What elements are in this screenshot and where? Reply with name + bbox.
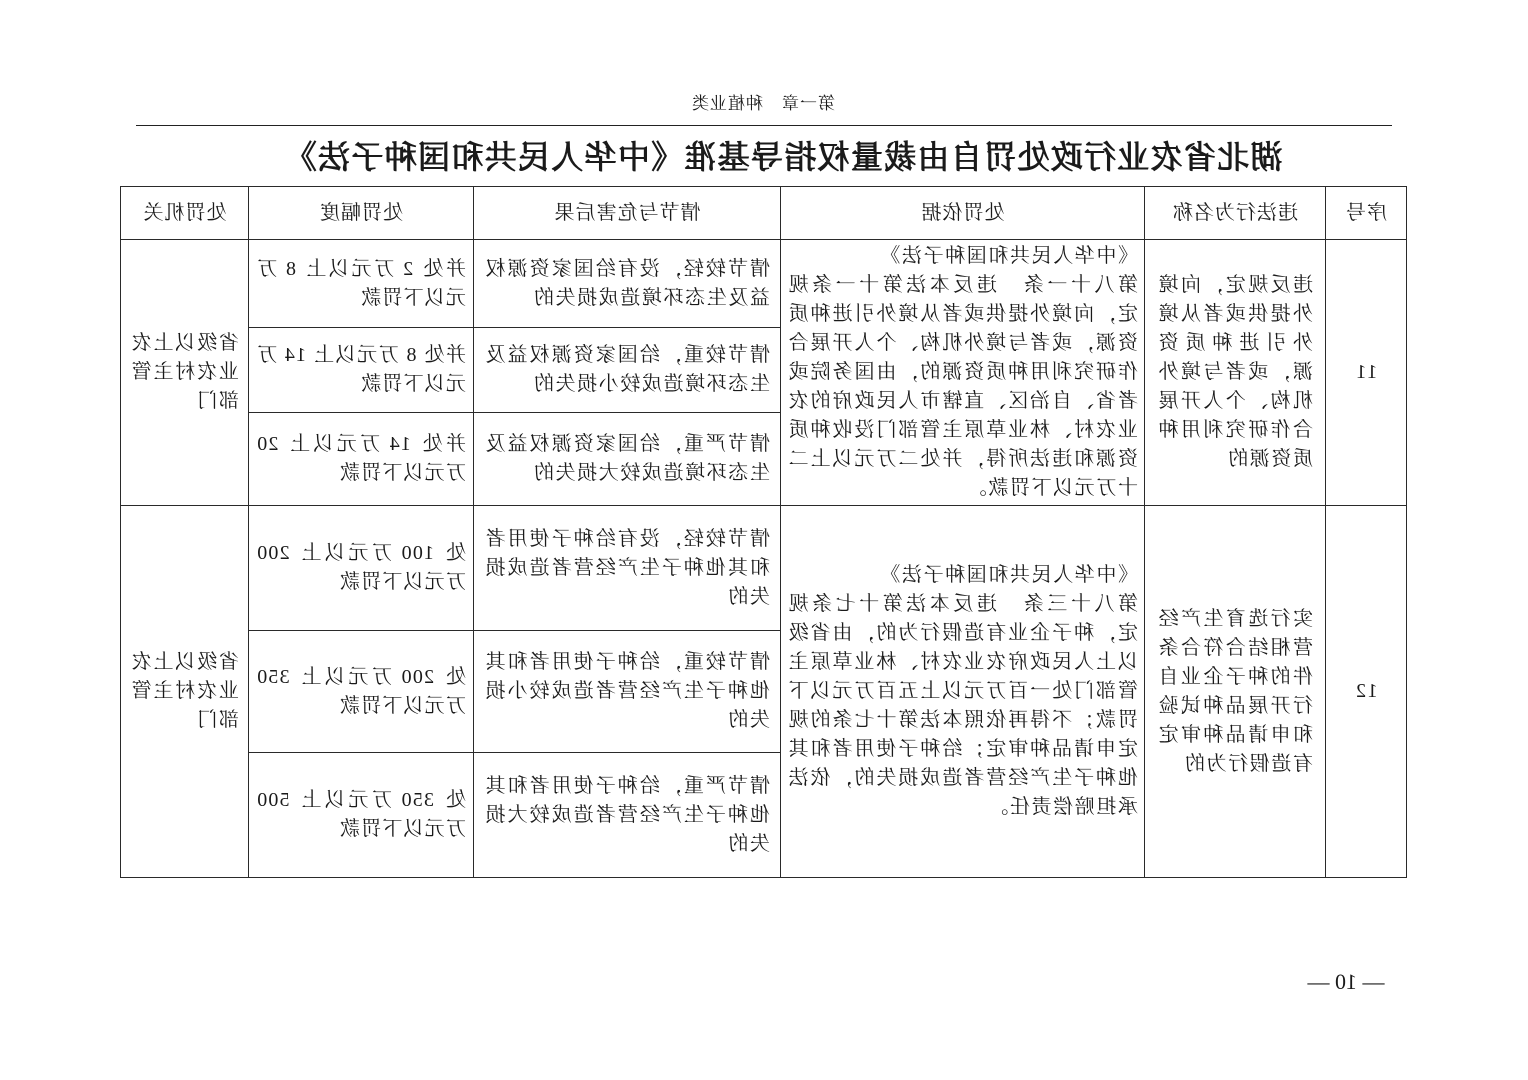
basis-article-text: 第八十一条 违反本法第十一条规定，向境外提供或者从境外引进种质资源，或者与境外机构、个人开展合作研究利用种质资源的，由国务院或者省、自治区、直辖市人民政府的农业农村、林业草原主管部门没收种质资源和违法所得，并处二万元以上二十万元以下罚款。 — [787, 274, 1138, 499]
header-rule — [136, 125, 1392, 126]
basis-cell — [781, 506, 1145, 878]
page-number: — 10 — — [1307, 969, 1385, 994]
column-header-violation: 违法行为名称 — [1145, 187, 1326, 240]
table-header-row — [121, 187, 1407, 240]
row-number-cell: 11 — [1326, 240, 1407, 506]
circumstance-cell: 情节较轻，没有给国家资源权益及生态环境造成损失的 — [474, 240, 781, 328]
basis-law-title: 《中华人民共和国种子法》 — [878, 245, 1138, 267]
column-header-basis: 处罚依据 — [781, 187, 1145, 240]
penalty-cell: 处 100 万元以上 200 万元以下罚款 — [249, 506, 474, 631]
penalty-cell: 并处 14 万元以上 20 万元以下罚款 — [249, 413, 474, 506]
column-header-circumstance: 情节与危害后果 — [474, 187, 781, 240]
table-row — [121, 506, 1407, 631]
penalty-cell: 并处 8 万元以上 14 万元以下罚款 — [249, 328, 474, 413]
basis-article-text: 第八十三条 违反本法第十七条规定，种子企业有造假行为的，由省级以上人民政府农业农村、林业草原主管部门处一百万元以上五百万元以下罚款；不得再依照本法第十七条的规定申请品种审定；给种子使用者和其他种子生产经营者造成损失的，依法承担赔偿责任。 — [787, 593, 1138, 818]
circumstance-cell: 情节较重，给种子使用者和其他种子生产经营者造成较小损失的 — [474, 631, 781, 753]
column-header-penalty: 处罚幅度 — [249, 187, 474, 240]
row-number-cell: 12 — [1326, 506, 1407, 878]
penalty-cell: 处 200 万元以上 350 万元以下罚款 — [249, 631, 474, 753]
basis-law-title: 《中华人民共和国种子法》 — [878, 564, 1138, 586]
running-header: 第一章 种植业类 — [691, 94, 835, 113]
discretion-standard-table — [120, 186, 1407, 878]
penalty-cell: 并处 2 万元以上 8 万元以下罚款 — [249, 240, 474, 328]
circumstance-cell: 情节较轻，没有给种子使用者和其他种子生产经营者造成损失的 — [474, 506, 781, 631]
violation-cell: 违反规定，向境外提供或者从境外引进种质资源，或者与境外机构、个人开展合作研究利用种质资源的 — [1145, 240, 1326, 506]
authority-cell: 省级以上农业农村主管部门 — [121, 240, 249, 506]
table-row — [121, 240, 1407, 328]
circumstance-cell: 情节较重，给国家资源权益及生态环境造成较小损失的 — [474, 328, 781, 413]
penalty-cell: 处 350 万元以上 500 万元以下罚款 — [249, 753, 474, 878]
page-title: 湖北省农业行政处罚自由裁量权指导基准《中华人民共和国种子法》 — [283, 139, 1283, 175]
violation-cell: 实行选育生产经营相结合符合条件的种子企业自行开展品种试验和申请品种审定有造假行为的 — [1145, 506, 1326, 878]
basis-cell — [781, 240, 1145, 506]
authority-cell: 省级以上农业农村主管部门 — [121, 506, 249, 878]
circumstance-cell: 情节严重，给国家资源权益及生态环境造成较大损失的 — [474, 413, 781, 506]
column-header-number: 序号 — [1326, 187, 1407, 240]
column-header-authority: 处罚机关 — [121, 187, 249, 240]
circumstance-cell: 情节严重，给种子使用者和其他种子生产经营者造成较大损失的 — [474, 753, 781, 878]
